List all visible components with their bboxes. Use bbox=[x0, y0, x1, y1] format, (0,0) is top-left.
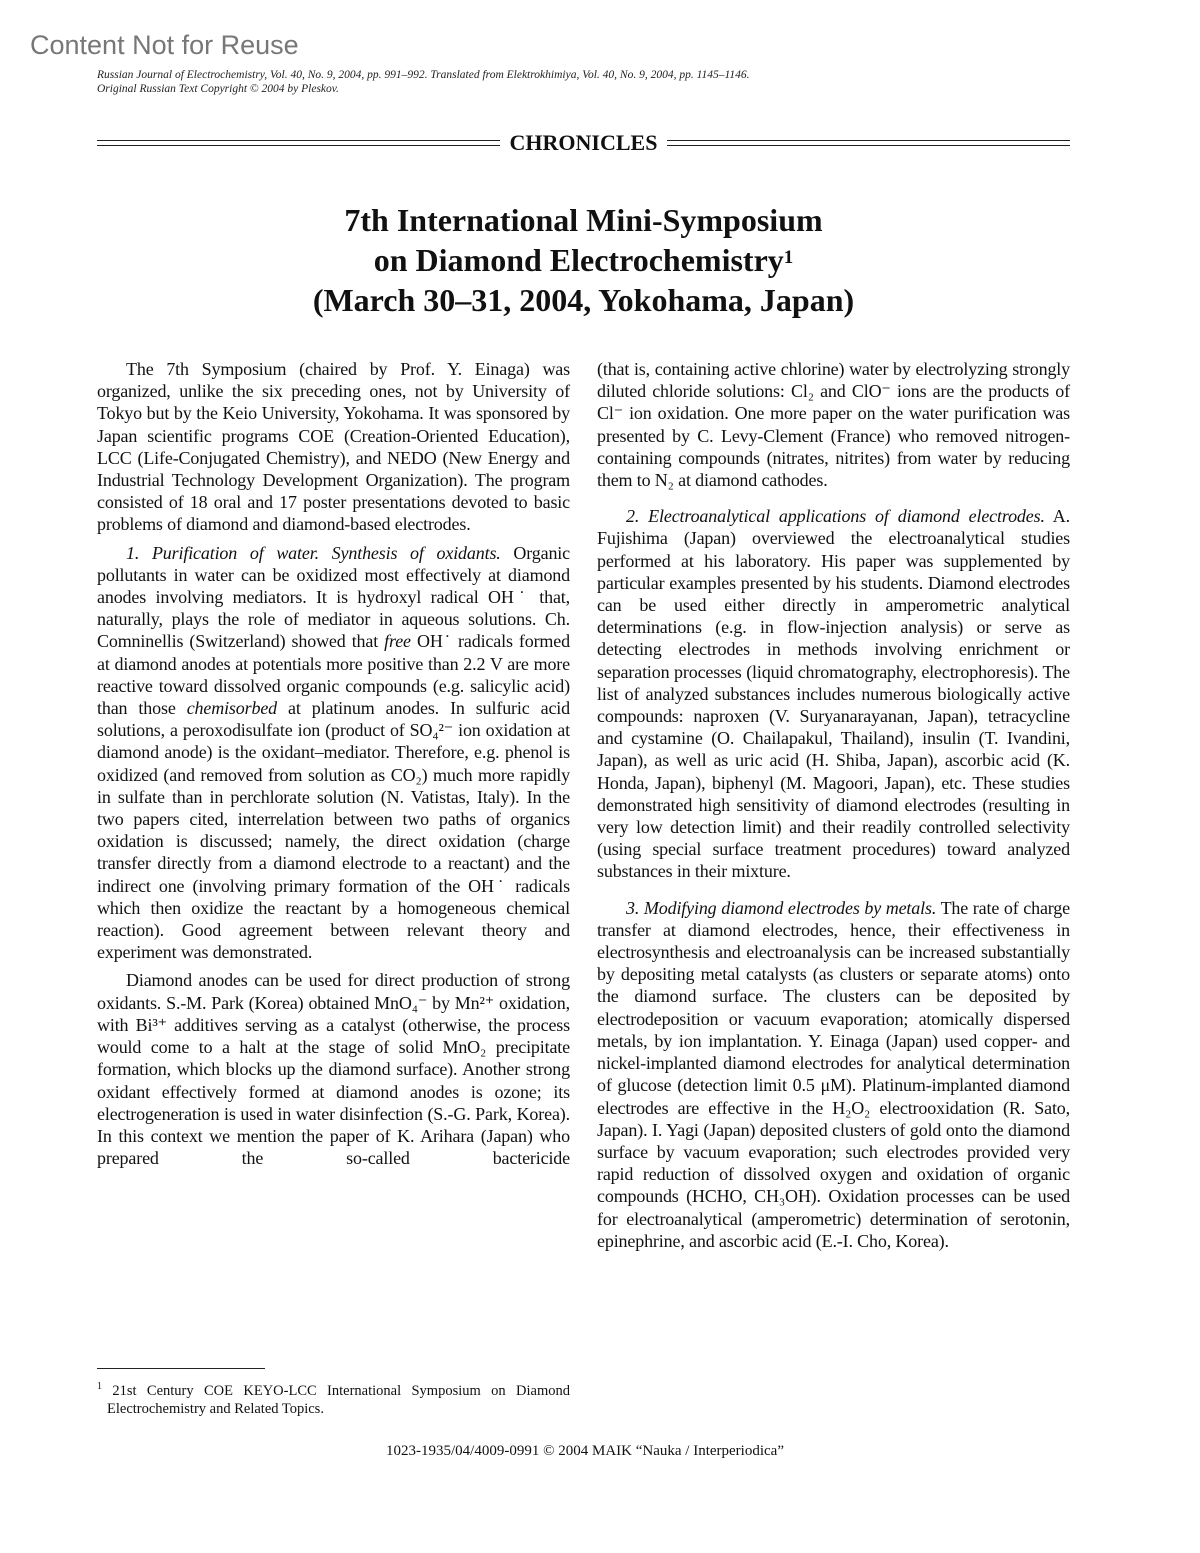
paragraph-metals bbox=[597, 897, 1070, 1252]
paragraph-continued: (that is, containing active chlorine) water by electrolyzing strongly diluted chloride solutions: Cl₂ and ClO⁻ ions are the products of Cl⁻ ion oxidation. One more paper on the water purification was presented by C. Levy-Clement (France) who removed nitrogen-containing compounds (nitrates, nitrites) from water by reducing them to N₂ at diamond cathodes. bbox=[597, 359, 1070, 491]
paragraph-intro: The 7th Symposium (chaired by Prof. Y. Einaga) was organized, unlike the six preceding ones, not by University of Tokyo but by the Keio University, Yokohama. It was sponsored by Japan scientific programs COE (Creation-Oriented Education), LCC (Life-Conjugated Chemistry), and NEDO (New Energy and Industrial Technology Development Organization). The program consisted of 18 oral and 17 poster presentations devoted to basic problems of diamond and diamond-based electrodes. bbox=[97, 359, 570, 535]
article-title bbox=[97, 200, 1070, 320]
source-line-2: Original Russian Text Copyright © 2004 by Pleskov. bbox=[97, 83, 339, 95]
right-column bbox=[597, 358, 1070, 1252]
footnote-mark[interactable]: 1 bbox=[783, 247, 794, 268]
paragraph-purification bbox=[97, 542, 570, 964]
section-heading-3: 3. Modifying diamond electrodes by metals. bbox=[626, 897, 937, 918]
title-line-2-text: on Diamond Electrochemistry bbox=[373, 242, 784, 278]
section-header bbox=[97, 128, 1070, 158]
watermark: Content Not for Reuse bbox=[30, 30, 299, 60]
footnote-text: 21st Century COE KEYO-LCC International Symposium on Diamond Electrochemistry and Related Topics. bbox=[102, 1382, 570, 1417]
section-heading-1: 1. Purification of water. Synthesis of oxidants. bbox=[126, 542, 501, 563]
emphasis-free: free bbox=[384, 631, 411, 652]
text: OH˙ radicals formed at diamond anodes at potentials more positive than 2.2 V are more reactive toward dissolved organic compounds (e.g. salicylic acid) than those bbox=[97, 631, 570, 719]
section-heading-2: 2. Electroanalytical applications of diamond electrodes. bbox=[626, 506, 1045, 527]
title-line-2 bbox=[97, 240, 1070, 280]
left-column bbox=[97, 358, 570, 1169]
double-rule-right bbox=[667, 140, 1070, 146]
title-line-1: 7th International Mini-Symposium bbox=[344, 202, 823, 238]
emphasis-chemisorbed: chemisorbed bbox=[186, 698, 278, 719]
section-label: CHRONICLES bbox=[509, 130, 658, 155]
page-footer: 1023-1935/04/4009-0991 © 2004 MAIK “Nauka / Interperiodica” bbox=[386, 1443, 784, 1459]
double-rule-left bbox=[97, 140, 500, 146]
journal-source bbox=[97, 68, 750, 96]
footnote bbox=[97, 1378, 570, 1418]
text: Organic pollutants in water can be oxidized most effectively at diamond anodes involving mediators. It is hydroxyl radical OH˙ that, naturally, plays the role of mediator in aqueous solutions. Ch. Comninellis (Switzerland) showed that bbox=[97, 542, 570, 652]
title-line-3: (March 30–31, 2004, Yokohama, Japan) bbox=[312, 282, 855, 318]
footnote-rule bbox=[97, 1368, 265, 1369]
paragraph-oxidants: Diamond anodes can be used for direct production of strong oxidants. S.-M. Park (Korea) obtained MnO₄⁻ by Mn²⁺ oxidation, with Bi³⁺ additives serving as a catalyst (otherwise, the process would come to a halt at the stage of solid MnO₂ precipitate formation, which blocks up the diamond surface). Another strong oxidant effectively formed at diamond anodes is ozone; its electrogeneration is used in water disinfection (S.-G. Park, Korea). In this context we mention the paper of K. Arihara (Japan) who prepared the so-called bactericide bbox=[97, 970, 570, 1169]
text: A. Fujishima (Japan) overviewed the electroanalytical studies performed at his laboratory. His paper was supplemented by particular examples presented by his students. Diamond electrodes can be used either directly in amperometric analytical determinations (e.g. in flow-injection analysis) or serve as detecting electrodes in methods involving enrichment or separation processes (liquid chromatography, electrophoresis). The list of analyzed substances includes numerous biologically active compounds: naproxen (V. Suryanarayanan, Japan), tetracycline and cystamine (O. Chailapakul, Thailand), insulin (T. Ivandini, Japan), as well as uric acid (H. Shiba, Japan), ascorbic acid (K. Honda, Japan), biphenyl (M. Magoori, Japan), etc. These studies demonstrated high sensitivity of diamond electrodes (resulting in very low detection limit) and their readily controlled selectivity (using special surface treatment procedures) toward analyzed substances in their mixture. bbox=[597, 506, 1070, 882]
text: at platinum anodes. In sulfuric acid solutions, a peroxodisulfate ion (product of SO₄²⁻ ion oxidation at diamond anode) is the oxidant–mediator. Therefore, e.g. phenol is oxidized (and removed from solution as CO₂) much more rapidly in sulfate than in perchlorate solution (N. Vatistas, Italy). In the two papers cited, interrelation between two paths of organics oxidation is discussed; namely, the direct oxidation (charge transfer directly from a diamond electrode to a reactant) and the indirect one (involving primary formation of the OH˙ radicals which then oxidize the reactant by a homogeneous chemical reaction). Good agreement between relevant theory and experiment was demonstrated. bbox=[97, 698, 570, 963]
text: The rate of charge transfer at diamond electrodes, hence, their effectiveness in electrosynthesis and electroanalysis can be increased substantially by depositing metal catalysts (as clusters or separate atoms) onto the diamond surface. The clusters can be deposited by electrodeposition or vacuum evaporation; atomically dispersed metals, by ion implantation. Y. Einaga (Japan) used copper- and nickel-implanted diamond electrodes for analytical determination of glucose (detection limit 0.5 μM). Platinum-implanted diamond electrodes are effective in the H₂O₂ electrooxidation (R. Sato, Japan). I. Yagi (Japan) deposited clusters of gold onto the diamond surface by vacuum evaporation; such electrodes provided very rapid reduction of dissolved oxygen and oxidation of organic compounds (HCHO, CH₃OH). Oxidation processes can be used for electroanalytical (amperometric) determination of serotonin, epinephrine, and ascorbic acid (E.-I. Cho, Korea). bbox=[597, 897, 1070, 1251]
paragraph-electroanalytical bbox=[597, 505, 1070, 882]
source-line-1: Russian Journal of Electrochemistry, Vol. 40, No. 9, 2004, pp. 991–992. Translated from Elektrokhimiya, Vol. 40, No. 9, 2004, pp. 1145–1146. bbox=[97, 69, 750, 81]
footnote-number: 1 bbox=[97, 1381, 102, 1392]
